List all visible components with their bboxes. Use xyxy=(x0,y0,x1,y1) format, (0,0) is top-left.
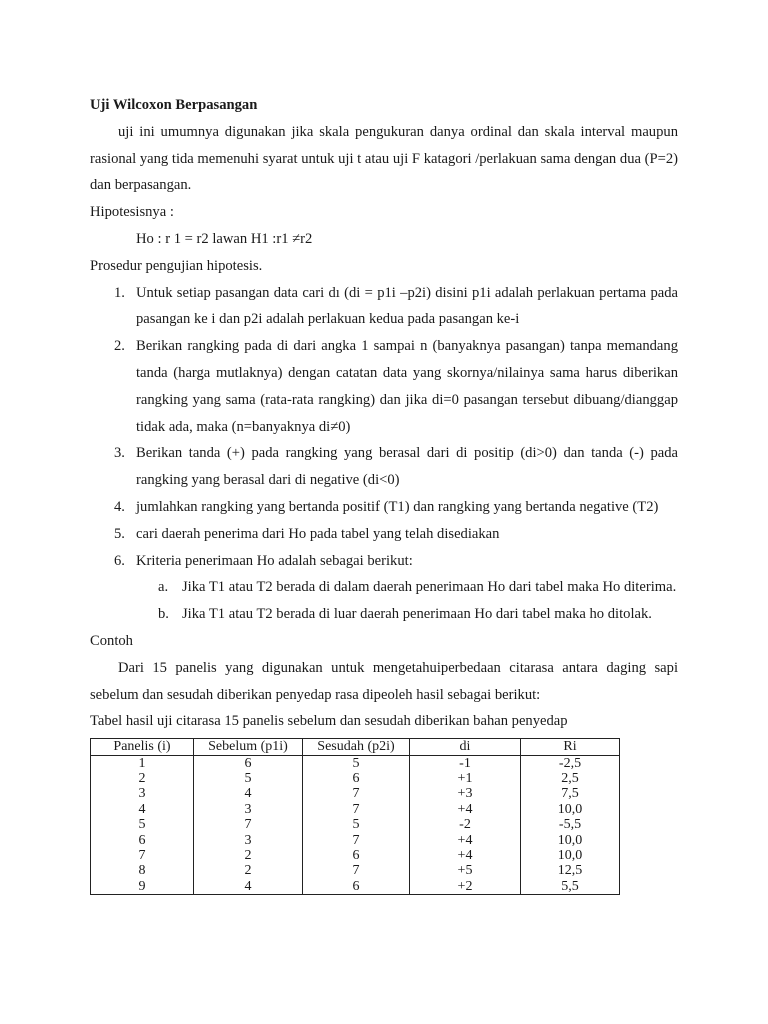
table-row xyxy=(91,771,620,786)
step-text: Untuk setiap pasangan data cari dı (di = p1i –p2i) disini p1i adalah perlakuan pertama pada pasangan ke i dan p2i adalah perlakuan kedua pada pasangan ke-i xyxy=(136,284,678,328)
table-cell: 7 xyxy=(303,786,410,801)
procedure-step xyxy=(90,280,678,334)
table-row xyxy=(91,755,620,771)
step-text: Berikan rangking pada di dari angka 1 sampai n (banyaknya pasangan) tanpa memandang tanda (harga mutlaknya) dengan catatan data yang skornya/nilainya sama harus diberikan rangking yang sama (rata-rata rangking) dan jika di=0 pasangan tersebut dibuang/dianggap tidak ada, maka (n=banyaknya di≠0) xyxy=(136,338,678,435)
substep-text: Jika T1 atau T2 berada di luar daerah penerimaan Ho dari tabel maka ho ditolak. xyxy=(182,606,652,623)
table-cell: 7 xyxy=(303,802,410,817)
procedure-step xyxy=(90,440,678,494)
table-cell: 9 xyxy=(91,879,194,895)
table-cell: 6 xyxy=(194,755,303,771)
step-text: jumlahkan rangking yang bertanda positif (T1) dan rangking yang bertanda negative (T2) xyxy=(136,498,659,515)
procedure-step xyxy=(90,548,678,628)
column-header: Panelis (i) xyxy=(91,739,194,755)
table-header-row xyxy=(91,739,620,755)
table-cell: 4 xyxy=(91,802,194,817)
table-cell: 7,5 xyxy=(521,786,620,801)
results-table xyxy=(90,738,620,895)
table-cell: 2 xyxy=(194,863,303,878)
table-row xyxy=(91,817,620,832)
table-cell: 6 xyxy=(91,833,194,848)
step-text: Kriteria penerimaan Ho adalah sebagai berikut: xyxy=(136,552,413,569)
table-cell: 5 xyxy=(303,755,410,771)
step-text: cari daerah penerima dari Ho pada tabel yang telah disediakan xyxy=(136,525,500,542)
table-cell: 4 xyxy=(194,879,303,895)
table-cell: -5,5 xyxy=(521,817,620,832)
table-row xyxy=(91,802,620,817)
table-cell: 6 xyxy=(303,879,410,895)
table-cell: 6 xyxy=(303,848,410,863)
table-cell: 5 xyxy=(91,817,194,832)
procedure-step xyxy=(90,494,678,521)
table-cell: +4 xyxy=(410,833,521,848)
table-cell: 6 xyxy=(303,771,410,786)
column-header: Ri xyxy=(521,739,620,755)
table-cell: 3 xyxy=(91,786,194,801)
substep-letter: a. xyxy=(158,579,169,596)
table-cell: 7 xyxy=(194,817,303,832)
table-row xyxy=(91,833,620,848)
substep-letter: b. xyxy=(158,606,169,623)
table-cell: 2,5 xyxy=(521,771,620,786)
procedure-step xyxy=(90,333,678,440)
table-row xyxy=(91,786,620,801)
step-number: 5. xyxy=(114,525,125,542)
column-header: Sebelum (p1i) xyxy=(194,739,303,755)
criteria-item xyxy=(136,574,678,601)
table-cell: -2,5 xyxy=(521,755,620,771)
table-caption: Tabel hasil uji citarasa 15 panelis sebelum dan sesudah diberikan bahan penyedap xyxy=(90,713,568,730)
substep-text: Jika T1 atau T2 berada di dalam daerah penerimaan Ho dari tabel maka Ho diterima. xyxy=(182,579,677,596)
hypothesis-label: Hipotesisnya : xyxy=(90,204,174,221)
document-body xyxy=(90,92,678,895)
table-row xyxy=(91,848,620,863)
table-cell: +3 xyxy=(410,786,521,801)
step-number: 2. xyxy=(114,338,125,355)
criteria-substeps xyxy=(136,574,678,628)
table-cell: 3 xyxy=(194,802,303,817)
step-number: 1. xyxy=(114,284,125,301)
table-cell: +4 xyxy=(410,848,521,863)
example-paragraph: Dari 15 panelis yang digunakan untuk mengetahuiperbedaan citarasa antara daging sapi sebelum dan sesudah diberikan penyedap rasa dipeoleh hasil sebagai berikut: xyxy=(90,659,678,703)
table-cell: -1 xyxy=(410,755,521,771)
table-cell: 2 xyxy=(91,771,194,786)
table-cell: +5 xyxy=(410,863,521,878)
table-cell: 12,5 xyxy=(521,863,620,878)
step-number: 4. xyxy=(114,498,125,515)
table-cell: 3 xyxy=(194,833,303,848)
table-cell: 7 xyxy=(303,833,410,848)
procedure-step xyxy=(90,521,678,548)
table-cell: 2 xyxy=(194,848,303,863)
table-cell: 5,5 xyxy=(521,879,620,895)
table-cell: 5 xyxy=(194,771,303,786)
procedure-steps xyxy=(90,280,678,628)
hypothesis-statement: Ho : r 1 = r2 lawan H1 :r1 ≠r2 xyxy=(136,230,313,247)
step-text: Berikan tanda (+) pada rangking yang berasal dari di positip (di>0) dan tanda (-) pada rangking yang berasal dari di negative (di<0) xyxy=(136,445,678,489)
table-cell: 10,0 xyxy=(521,802,620,817)
procedure-label: Prosedur pengujian hipotesis. xyxy=(90,257,263,274)
table-cell: +2 xyxy=(410,879,521,895)
table-body xyxy=(91,755,620,895)
step-number: 3. xyxy=(114,445,125,462)
table-cell: +4 xyxy=(410,802,521,817)
table-cell: 8 xyxy=(91,863,194,878)
intro-paragraph: uji ini umumnya digunakan jika skala pengukuran danya ordinal dan skala interval maupun rasional yang tida memenuhi syarat untuk uji t atau uji F katagori /perlakuan sama dengan dua (P=2) dan berpasangan. xyxy=(90,123,678,194)
table-cell: 1 xyxy=(91,755,194,771)
table-cell: -2 xyxy=(410,817,521,832)
example-label: Contoh xyxy=(90,632,133,649)
table-cell: 7 xyxy=(91,848,194,863)
criteria-item xyxy=(136,601,678,628)
table-cell: 7 xyxy=(303,863,410,878)
table-cell: 10,0 xyxy=(521,848,620,863)
table-cell: +1 xyxy=(410,771,521,786)
table-cell: 4 xyxy=(194,786,303,801)
table-cell: 10,0 xyxy=(521,833,620,848)
column-header: Sesudah (p2i) xyxy=(303,739,410,755)
table-cell: 5 xyxy=(303,817,410,832)
column-header: di xyxy=(410,739,521,755)
table-row xyxy=(91,863,620,878)
table-row xyxy=(91,879,620,895)
step-number: 6. xyxy=(114,552,125,569)
section-title: Uji Wilcoxon Berpasangan xyxy=(90,97,258,113)
